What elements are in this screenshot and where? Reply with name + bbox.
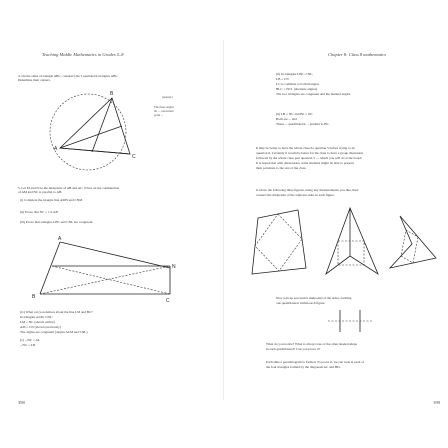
answer-ii-line-2: LB = CN	[276, 77, 289, 81]
vertex-label-c: C	[132, 154, 136, 160]
answer-iii-line-2: Both are ... and	[276, 117, 297, 121]
question-5-part-ii: (ii) Prove that NC = 1/2 AB	[20, 210, 58, 214]
left-running-head: Teaching Middle Mathematics in Grades 5–8	[42, 52, 124, 57]
vertex-label-b: B	[110, 91, 114, 97]
answer-iii-line-3: These ... quadrilateral ... parallel to BC.	[276, 122, 330, 126]
midpoint-quad-1	[255, 214, 302, 271]
right-running-head: Chapter 8: Class 8 mathematics	[328, 52, 386, 57]
figure-triangle-circle	[38, 90, 158, 170]
vertex-label-b2: B	[32, 294, 36, 300]
answer-ii-line-4: BLC = NCL (alternate angles)	[276, 87, 318, 91]
right-page	[236, 0, 446, 448]
left-page	[12, 0, 222, 448]
question-5-part-i: (i) Complete the triangle that AMN and CNM	[20, 198, 83, 202]
vertex-label-a: A	[54, 146, 58, 152]
answer-ii-line-5: The two triangles are congruent and the marked angles	[276, 92, 351, 96]
dashed-diagonal-2	[52, 266, 170, 294]
right-page-number: 399	[433, 400, 440, 405]
paragraph-line-5: their solutions to the rest of the class.	[256, 166, 307, 170]
question-6-answer-1: Each time a parallelogram is formed. To prove it, we can look at each of	[266, 360, 364, 364]
paragraph-line-2: question 6. Certainly it would be better for the class to have a group discussion	[256, 151, 364, 155]
vertex-label-a2: A	[58, 236, 62, 242]
median-line	[60, 126, 122, 148]
question-6-line-2: connect the midpoints of the adjacent sides in each figure.	[256, 193, 335, 197]
question-5-part-v-2: ...NC = LB	[20, 343, 36, 347]
aside-line-3: point ...	[154, 113, 164, 117]
left-page-number: 398	[18, 400, 25, 405]
question-4-line-2: Determine their centers.	[18, 78, 51, 82]
paragraph-line-4: It is hoped that with discussions, some students might be able to present	[256, 161, 354, 165]
question-5-note-2: LM = NC (shown earlier)	[20, 320, 55, 324]
aside-label: (answer)	[162, 95, 173, 99]
question-6-followup-2: one quadrilateral within each figure.	[276, 301, 326, 305]
question-6-followup-4: in each quadrilateral? Can you prove it?	[266, 347, 321, 351]
triangle-abc	[60, 98, 130, 154]
quadrilateral-3	[390, 216, 436, 268]
question-5-note-4: The angles are congruent (angles ALM and CNL)	[20, 330, 88, 334]
question-6-answer-2: the four triangles formed by the diagonals AC and BD.	[266, 365, 341, 369]
question-5-part-iii: (iii) Prove that triangles LBC and CNL are congruent.	[20, 220, 94, 224]
vertex-label-c2: C	[166, 298, 170, 304]
question-5-part-v: (v) ...NC = AL	[20, 338, 40, 342]
question-5-line-1: 5. Let M and N be the midpoints of AB and AC. N lies on the continuation	[18, 186, 120, 190]
figure-three-quadrilaterals	[240, 204, 440, 284]
question-4-line-1: 4. On the sides of triangle ABC, construct the 3 equilateral triangles ABC.	[18, 74, 119, 78]
aside-line-1: The three angles	[154, 105, 174, 109]
question-5-part-iv: (iv) What can you deduce about the line LM and BC?	[20, 310, 93, 314]
triangle-base	[60, 148, 130, 154]
quadrilateral-1	[252, 210, 306, 274]
answer-iii-line-1: (ii) LB = NC and BL = NC	[276, 112, 313, 116]
aside-line-2: all ... concurrent	[154, 109, 174, 113]
question-5-note-1: In triangles ALM, CNL:	[20, 315, 53, 319]
question-5-note-3: AM = CN (shown previously)	[20, 325, 61, 329]
page-gutter	[223, 40, 224, 400]
paragraph-line-1: It may be better to have the whole class do question 5 before trying to do	[256, 146, 355, 150]
question-6-followup-3: What do you notice? What is always true of the other shaded shape	[266, 342, 358, 346]
paragraph-line-3: followed by the whole class part question 5 — which you will do at the board.	[256, 156, 363, 160]
midpoint-quad-2	[338, 241, 364, 265]
altitude-line	[92, 98, 112, 152]
vertex-label-n: N	[172, 264, 176, 270]
side-ab	[40, 242, 60, 294]
answer-ii-line-3: LC is common to both triangles	[276, 82, 320, 86]
figure-midpoint-triangle	[26, 236, 176, 306]
question-6-followup-1: Now join up successive midpoints of the sides, forming	[276, 296, 352, 300]
question-6-line-1: 6. Draw the following three figures, using any measurements you like, then	[256, 188, 359, 192]
figure-small-grid	[326, 308, 386, 334]
side-an	[60, 242, 170, 268]
question-5-line-2: of AM and NC is parallel to AB.	[18, 190, 63, 194]
dashed-diagonal	[40, 266, 170, 294]
answer-ii-line-1: (ii) In triangles LBC, CNL,	[276, 72, 314, 76]
